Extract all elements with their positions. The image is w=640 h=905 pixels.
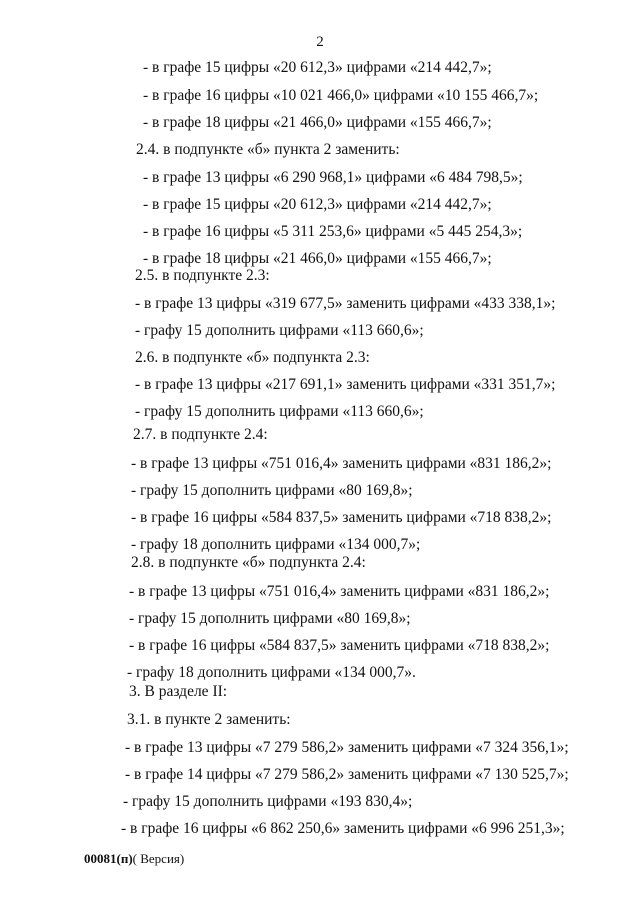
section-heading: 2.6. в подпункте «б» подпункта 2.3:	[135, 349, 370, 366]
section-heading: 3. В разделе II:	[129, 683, 228, 700]
text-line: - в графе 13 цифры «751 016,4» заменить цифрами «831 186,2»;	[129, 583, 550, 600]
text-line: - в графе 13 цифры «217 691,1» заменить цифрами «331 351,7»;	[135, 376, 556, 393]
text-line: - в графе 16 цифры «5 311 253,6» цифрами «5 445 254,3»;	[143, 223, 523, 240]
text-line: - графу 18 дополнить цифрами «134 000,7»;	[131, 536, 421, 553]
text-line: - в графе 13 цифры «319 677,5» заменить цифрами «433 338,1»;	[135, 295, 556, 312]
section-heading: 2.8. в подпункте «б» подпункта 2.4:	[131, 554, 366, 571]
text-line: - графу 15 дополнить цифрами «80 169,8»;	[129, 610, 411, 627]
text-line: - в графе 13 цифры «6 290 968,1» цифрами «6 484 798,5»;	[143, 169, 523, 186]
text-line: - в графе 13 цифры «7 279 586,2» заменить цифрами «7 324 356,1»;	[125, 739, 569, 756]
text-line: - графу 15 дополнить цифрами «193 830,4»;	[123, 793, 413, 810]
section-heading: 2.7. в подпункте 2.4:	[133, 426, 268, 443]
text-line: - в графе 14 цифры «7 279 586,2» заменить цифрами «7 130 525,7»;	[125, 766, 569, 783]
document-code: 00081(п)	[84, 851, 133, 866]
text-line: - графу 15 дополнить цифрами «113 660,6»;	[135, 403, 424, 420]
text-line: - в графе 18 цифры «21 466,0» цифрами «155 466,7»;	[143, 250, 492, 267]
text-line: - в графе 16 цифры «6 862 250,6» заменить цифрами «6 996 251,3»;	[121, 820, 565, 837]
document-footer	[84, 851, 184, 867]
page-number: 2	[316, 34, 324, 50]
section-heading: 2.5. в подпункте 2.3:	[135, 267, 270, 284]
text-line: - в графе 16 цифры «10 021 466,0» цифрами «10 155 466,7»;	[143, 87, 539, 104]
text-line: - в графе 16 цифры «584 837,5» заменить цифрами «718 838,2»;	[129, 637, 550, 654]
text-line: - графу 18 дополнить цифрами «134 000,7».	[127, 664, 416, 681]
section-heading: 3.1. в пункте 2 заменить:	[127, 711, 291, 728]
text-line: - в графе 15 цифры «20 612,3» цифрами «214 442,7»;	[143, 59, 492, 76]
text-line: - в графе 18 цифры «21 466,0» цифрами «155 466,7»;	[143, 114, 492, 131]
text-line: - в графе 15 цифры «20 612,3» цифрами «214 442,7»;	[143, 196, 492, 213]
text-line: - в графе 16 цифры «584 837,5» заменить цифрами «718 838,2»;	[131, 509, 552, 526]
text-line: - в графе 13 цифры «751 016,4» заменить цифрами «831 186,2»;	[131, 455, 552, 472]
document-version: ( Версия)	[132, 851, 185, 866]
text-line: - графу 15 дополнить цифрами «113 660,6»;	[135, 322, 424, 339]
text-line: - графу 15 дополнить цифрами «80 169,8»;	[131, 482, 413, 499]
section-heading: 2.4. в подпункте «б» пункта 2 заменить:	[136, 141, 400, 158]
